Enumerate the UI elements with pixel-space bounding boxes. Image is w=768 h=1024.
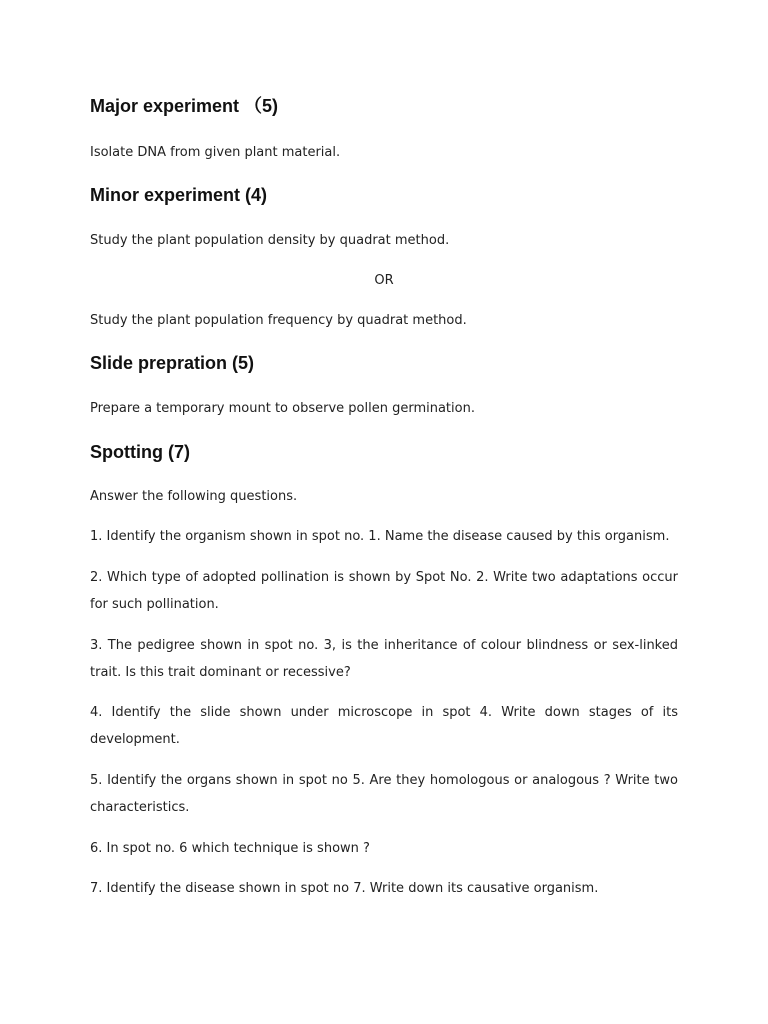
minor-experiment-option-2: Study the plant population frequency by quadrat method. xyxy=(90,313,467,328)
minor-experiment-option-1: Study the plant population density by quadrat method. xyxy=(90,233,450,248)
minor-experiment-heading: Minor experiment (4) xyxy=(90,185,268,205)
or-divider: OR xyxy=(374,273,394,288)
slide-preparation-text: Prepare a temporary mount to observe pollen germination. xyxy=(90,401,475,416)
spotting-question-3: 3. The pedigree shown in spot no. 3, is the inheritance of colour blindness or sex-linked trait. Is this trait dominant or recessive? xyxy=(90,638,678,680)
spotting-question-2: 2. Which type of adopted pollination is shown by Spot No. 2. Write two adaptations occur for such pollination. xyxy=(90,570,678,612)
spotting-question-6: 6. In spot no. 6 which technique is shown ? xyxy=(90,841,370,856)
spotting-heading: Spotting (7) xyxy=(90,442,190,462)
spotting-intro: Answer the following questions. xyxy=(90,489,298,504)
spotting-question-7: 7. Identify the disease shown in spot no 7. Write down its causative organism. xyxy=(90,881,599,896)
slide-preparation-heading: Slide prepration (5) xyxy=(90,353,255,373)
spotting-question-1: 1. Identify the organism shown in spot no. 1. Name the disease caused by this organism. xyxy=(90,529,670,544)
spotting-question-5: 5. Identify the organs shown in spot no 5. Are they homologous or analogous ? Write two characteristics. xyxy=(90,773,678,815)
major-experiment-text: Isolate DNA from given plant material. xyxy=(90,145,341,160)
major-experiment-heading: Major experiment （5) xyxy=(90,96,279,116)
spotting-question-4: 4. Identify the slide shown under microscope in spot 4. Write down stages of its development. xyxy=(90,705,678,747)
